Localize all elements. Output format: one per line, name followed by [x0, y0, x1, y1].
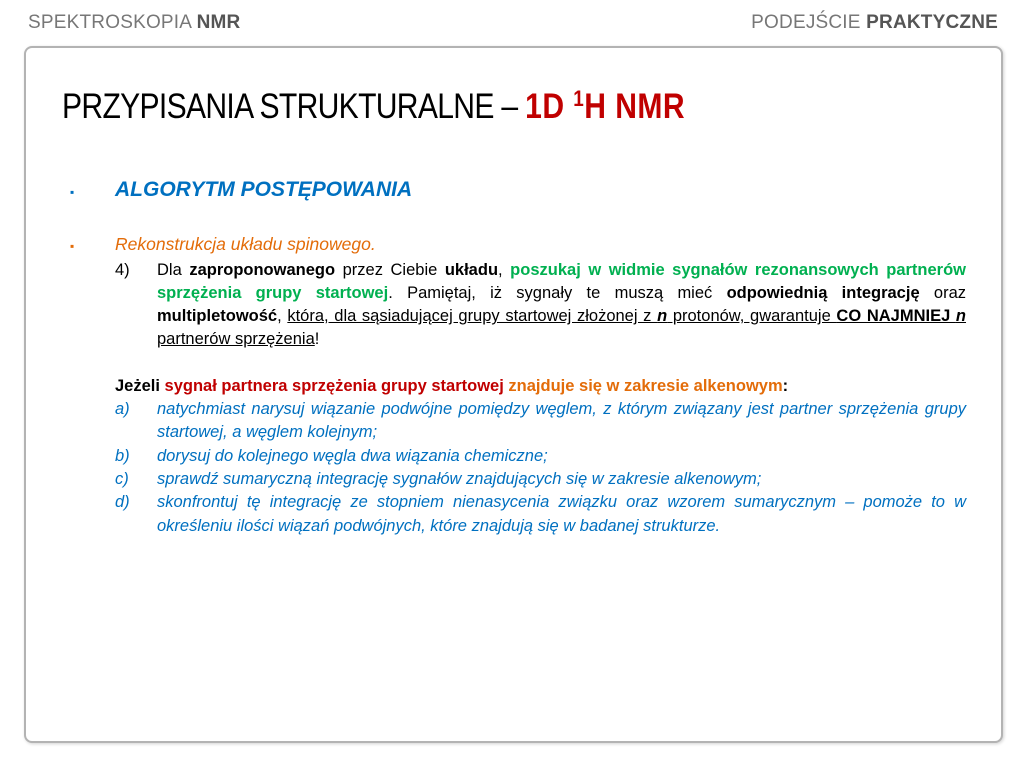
step-highlight-green: poszukaj w widmie sygnałów rezonansowych partnerów sprzężenia grupy startowej	[157, 260, 967, 302]
step-text: ,	[277, 307, 288, 326]
step-text: partnerów sprzężenia	[157, 330, 315, 349]
substep-text: natychmiast narysuj wiązanie podwójne pomiędzy węglem, z którym związany jest partner sprzężenia grupy startowej, a węglem kolejnym;	[157, 400, 966, 442]
header-right-normal: PODEJŚCIE	[751, 12, 867, 33]
step-bold: multipletowość	[157, 307, 278, 326]
substep-text: skonfrontuj tę integrację ze stopniem nienasycenia związku oraz wzorem sumarycznym – pomoże to w określeniu ilości wiązań podwójnych, które znajdują się w badanej strukturze.	[157, 493, 966, 535]
bullet-reconstruction	[70, 233, 970, 258]
substep-label: c)	[115, 469, 129, 488]
step-text: oraz	[919, 283, 966, 302]
header-right-bold: PRAKTYCZNE	[866, 12, 998, 33]
step-bold: układu	[444, 260, 499, 279]
slide-title	[62, 86, 685, 127]
bullet-text: Rekonstrukcja układu spinowego.	[115, 234, 376, 255]
substep-label: a)	[115, 400, 130, 419]
condition-orange: znajduje się w zakresie alkenowym	[508, 376, 783, 395]
step-number: 4)	[115, 260, 130, 279]
step-n: n	[657, 307, 668, 326]
bullet-text: ALGORYTM POSTĘPOWANIA	[115, 178, 413, 201]
step-text: . Pamiętaj, iż sygnały te muszą mieć	[388, 283, 727, 302]
condition-line	[115, 375, 970, 398]
substep-label: b)	[115, 446, 130, 465]
title-red-post: H NMR	[584, 87, 686, 126]
step-text: przez Ciebie	[335, 260, 445, 279]
title-red-sup: 1	[573, 86, 585, 111]
title-red	[525, 87, 685, 126]
header-left-bold: NMR	[196, 12, 241, 33]
substep-text: dorysuj do kolejnego węgla dwa wiązania chemiczne;	[157, 446, 548, 465]
step-text: która, dla sąsiadującej grupy startowej złożonej z	[287, 307, 658, 326]
step-text: ,	[498, 260, 511, 279]
step-bold: CO NAJMNIEJ	[836, 307, 956, 326]
bullet-algorithm	[70, 178, 970, 204]
bullet-marker: ▪	[70, 185, 75, 199]
step-text: protonów, gwarantuje	[667, 307, 837, 326]
step-bold: odpowiednią integrację	[726, 283, 920, 302]
bullet-marker: ▪	[70, 239, 75, 254]
slide-content	[70, 178, 970, 538]
substep-label: d)	[115, 493, 130, 512]
header-right	[751, 12, 998, 34]
step-text: !	[314, 330, 320, 349]
condition-text: :	[782, 376, 789, 395]
step-n: n	[955, 307, 967, 326]
substep-text: sprawdź sumaryczną integrację sygnałów znajdujących się w zakresie alkenowym;	[157, 469, 762, 488]
header-left-normal: SPEKTROSKOPIA	[28, 12, 197, 33]
condition-red: sygnał partnera sprzężenia grupy startowej	[164, 376, 504, 395]
step-4-text	[157, 259, 966, 352]
step-bold: zaproponowanego	[189, 260, 336, 279]
substep-d	[115, 491, 970, 538]
condition-text: Jeżeli	[115, 376, 165, 395]
substep-a	[115, 398, 970, 445]
step-text: Dla	[157, 260, 190, 279]
title-red-pre: 1D	[525, 87, 574, 126]
substep-b	[115, 445, 970, 468]
step-4	[115, 259, 970, 352]
substep-c	[115, 468, 970, 491]
title-normal: PRZYPISANIA STRUKTURALNE –	[62, 87, 526, 126]
header-left	[28, 12, 240, 34]
